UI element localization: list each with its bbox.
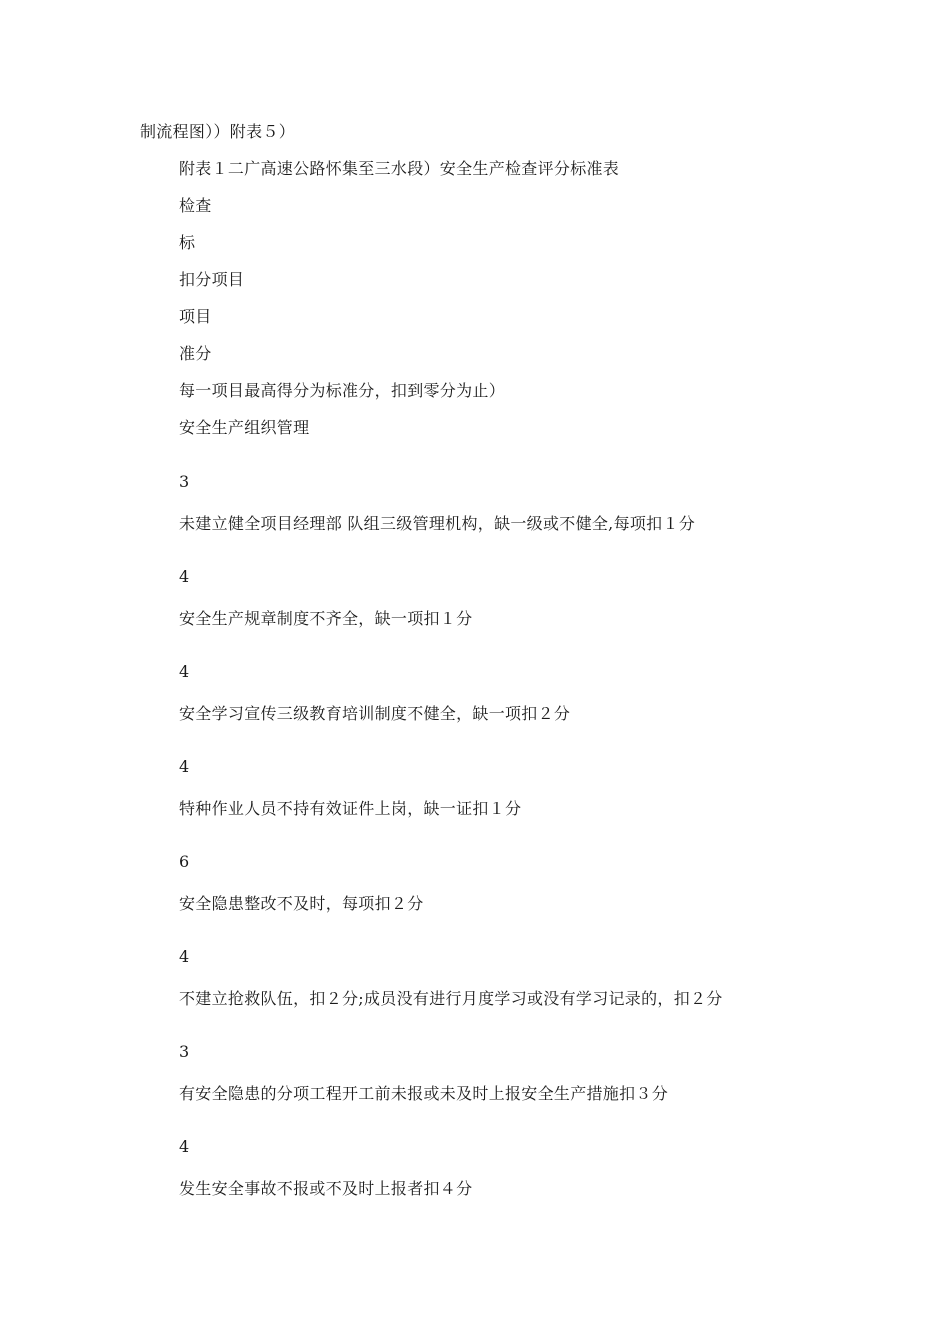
row-text: 安全生产规章制度不齐全，缺一项扣１分 (179, 609, 473, 628)
row-score: 4 (179, 947, 190, 966)
row-text: 发生安全事故不报或不及时上报者扣４分 (179, 1179, 473, 1198)
intro-line: 制流程图））附表５） (140, 122, 296, 141)
header-check: 检查 (179, 196, 212, 215)
row-text: 安全学习宣传三级教育培训制度不健全，缺一项扣２分 (179, 704, 571, 723)
row-text: 有安全隐患的分项工程开工前未报或未及时上报安全生产措施扣３分 (179, 1084, 669, 1103)
header-note: 每一项目最高得分为标准分，扣到零分为止） (179, 381, 506, 400)
row-text: 安全隐患整改不及时，每项扣２分 (179, 894, 424, 913)
header-item: 项目 (179, 307, 212, 326)
row-score: 4 (179, 1137, 190, 1156)
header-standard: 标 (179, 233, 196, 252)
row-score: 3 (179, 1042, 190, 1061)
row-score: 4 (179, 567, 190, 586)
row-score: 4 (179, 662, 190, 681)
row-text: 特种作业人员不持有效证件上岗，缺一证扣１分 (179, 799, 522, 818)
row-text: 不建立抢救队伍，扣２分;成员没有进行月度学习或没有学习记录的，扣２分 (179, 989, 723, 1008)
row-score: 3 (179, 472, 190, 491)
row-text: 未建立健全项目经理部 队组三级管理机构，缺一级或不健全,每项扣１分 (179, 514, 696, 533)
header-deduction-items: 扣分项目 (179, 270, 245, 289)
section-title: 安全生产组织管理 (179, 418, 310, 437)
row-score: 6 (179, 852, 190, 871)
table-title: 附表１二广高速公路怀集至三水段）安全生产检查评分标准表 (179, 159, 620, 178)
row-score: 4 (179, 757, 190, 776)
header-standard-score: 准分 (179, 344, 212, 363)
